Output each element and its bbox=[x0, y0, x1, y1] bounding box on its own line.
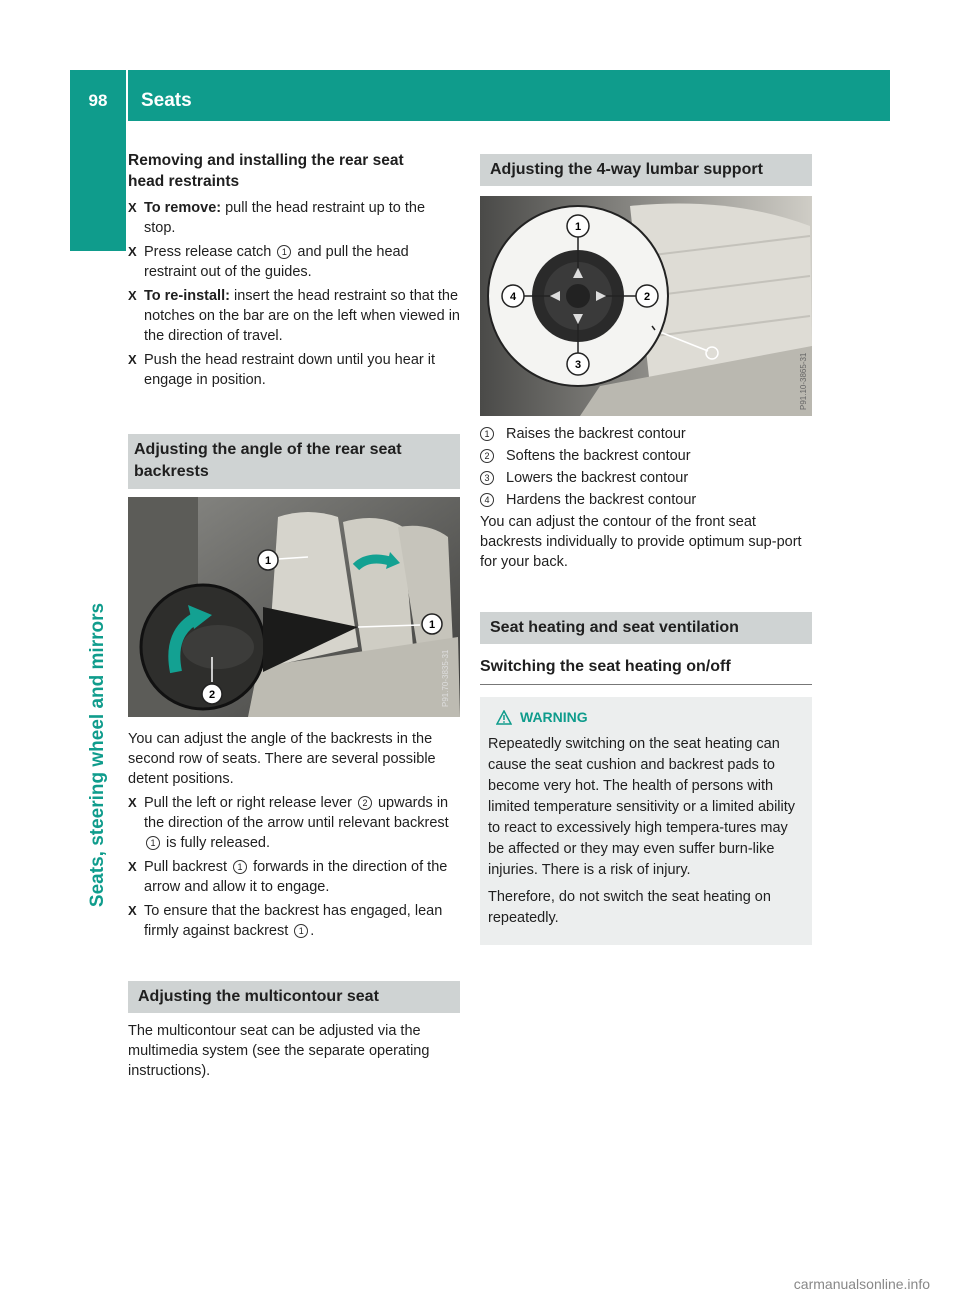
subtitle-rule bbox=[480, 684, 812, 685]
callout-number-icon: 4 bbox=[480, 493, 494, 507]
step-ensure-engaged: X To ensure that the backrest has engaged, lean firmly against backrest 1 . bbox=[128, 903, 443, 939]
callout-1-top: 1 bbox=[264, 555, 272, 567]
angle-intro: You can adjust the angle of the backrests in the second row of seats. There are several possible detent positions. bbox=[128, 731, 436, 787]
callout-1-right: 1 bbox=[428, 619, 436, 631]
page-title: Seats bbox=[141, 90, 192, 111]
head-restraints-title: Removing and installing the rear seat head restraints bbox=[128, 152, 404, 190]
lumbar-illustration bbox=[480, 196, 812, 416]
lumbar-image bbox=[480, 196, 812, 416]
callout-1: 1 bbox=[574, 221, 582, 233]
image-code: P91.70-3835-31 bbox=[441, 649, 450, 707]
section-lumbar-title: Adjusting the 4-way lumbar support bbox=[480, 154, 812, 186]
step-reinstall: X To re-install: insert the head restraint so that the notches on the bar are on the left when viewed in the direction of travel. bbox=[128, 288, 460, 344]
callout-number-icon: 1 bbox=[146, 836, 160, 850]
callout-2: 2 bbox=[208, 689, 216, 701]
step-arrow-icon: X bbox=[128, 244, 137, 259]
warning-triangle-icon bbox=[496, 710, 512, 725]
callout-number-icon: 2 bbox=[480, 449, 494, 463]
callout-4: 4 bbox=[509, 291, 517, 303]
step-release-catch: X Press release catch 1 and pull the head restraint out of the guides. bbox=[128, 244, 409, 280]
step-push-down: X Push the head restraint down until you hear it engage in position. bbox=[128, 352, 435, 388]
rear-seat-image bbox=[128, 497, 460, 717]
section-multicontour-title: Adjusting the multicontour seat bbox=[128, 981, 460, 1013]
callout-number-icon: 1 bbox=[480, 427, 494, 441]
page-number: 98 bbox=[88, 91, 108, 110]
section-angle-title: Adjusting the angle of the rear seat backrests bbox=[128, 434, 460, 489]
legend-item: 1 Raises the backrest contour bbox=[480, 424, 812, 444]
warning-text-1: Repeatedly switching on the seat heating can cause the seat cushion and backrest pads to become very hot. The health of persons with limited temperature sensitivity or a limited ability to react to excessively high tempera-tures may be affected or they may even suffer burn-like injuries. There is a risk of injury. bbox=[488, 736, 796, 878]
multicontour-text: The multicontour seat can be adjusted via the multimedia system (see the separate operating instructions). bbox=[128, 1023, 430, 1079]
step-pull-backrest: X Pull backrest 1 forwards in the direction of the arrow and allow it to engage. bbox=[128, 859, 448, 895]
callout-number-icon: 1 bbox=[277, 245, 291, 259]
step-arrow-icon: X bbox=[128, 352, 137, 367]
right-column bbox=[480, 150, 812, 945]
callout-number-icon: 1 bbox=[294, 924, 308, 938]
left-column bbox=[128, 150, 460, 1085]
legend-item: 4 Hardens the backrest contour bbox=[480, 490, 812, 510]
image-code: P91.10-3865-31 bbox=[799, 352, 808, 410]
step-arrow-icon: X bbox=[128, 795, 137, 810]
side-tab bbox=[70, 121, 126, 251]
legend-item: 3 Lowers the backrest contour bbox=[480, 468, 812, 488]
section-heating-title: Seat heating and seat ventilation bbox=[480, 612, 812, 644]
step-arrow-icon: X bbox=[128, 859, 137, 874]
callout-2: 2 bbox=[643, 291, 651, 303]
callout-3: 3 bbox=[574, 359, 582, 371]
warning-header: WARNING bbox=[488, 707, 804, 728]
heating-subtitle: Switching the seat heating on/off bbox=[480, 658, 731, 675]
step-pull-lever: X Pull the left or right release lever 2 upwards in the direction of the arrow until relevant backrest 1 is fully released. bbox=[128, 795, 449, 851]
lumbar-text: You can adjust the contour of the front seat backrests individually to provide optimum sup-port for your back. bbox=[480, 514, 802, 570]
step-remove: X To remove: pull the head restraint up to the stop. bbox=[128, 200, 426, 236]
callout-number-icon: 3 bbox=[480, 471, 494, 485]
callout-number-icon: 2 bbox=[358, 796, 372, 810]
warning-text-2: Therefore, do not switch the seat heating on repeatedly. bbox=[488, 889, 771, 926]
step-arrow-icon: X bbox=[128, 200, 137, 215]
warning-box bbox=[480, 697, 812, 945]
header-divider bbox=[126, 70, 128, 121]
callout-number-icon: 1 bbox=[233, 860, 247, 874]
legend-item: 2 Softens the backrest contour bbox=[480, 446, 812, 466]
page-header bbox=[70, 70, 890, 121]
side-label bbox=[78, 602, 118, 908]
footer-watermark: carmanualsonline.info bbox=[793, 1276, 930, 1292]
rear-seat-illustration bbox=[128, 497, 460, 717]
step-arrow-icon: X bbox=[128, 288, 137, 303]
step-arrow-icon: X bbox=[128, 903, 137, 918]
side-label-text: Seats, steering wheel and mirrors bbox=[87, 602, 108, 908]
